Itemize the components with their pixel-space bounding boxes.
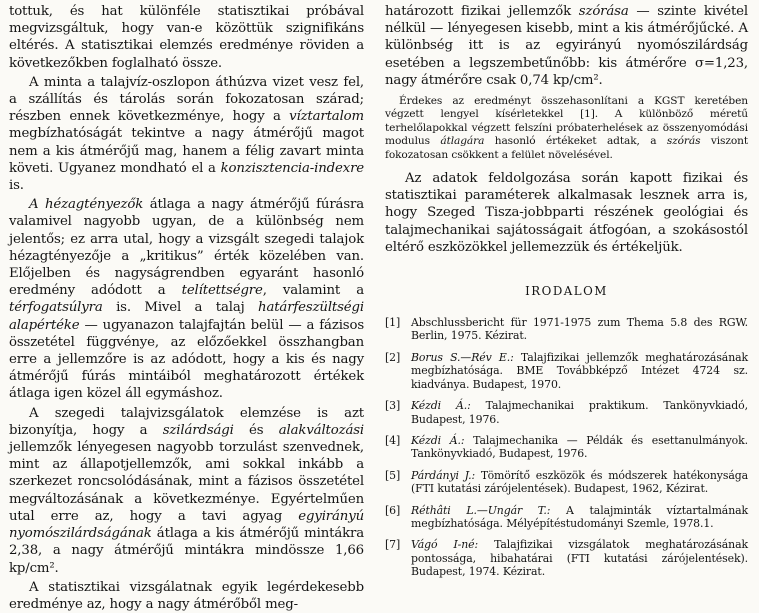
reference-author: Vágó I-né: bbox=[411, 538, 479, 552]
term-bearing-value: határfeszültségi alapértéke bbox=[9, 300, 364, 333]
term-unit-weight: térfogatsúlyra bbox=[9, 300, 103, 316]
term-water-content: víztartalom bbox=[289, 109, 364, 125]
paragraph-conclusion: Az adatok feldolgozása során kapott fizikai és statisztikai paraméterek alkalmasak lesznek arra is, hogy Szeged Tisza-jobbparti részének geológiai és talajmechanikai sajátosságait átfogóan, a szokásostól eltérő eszközökkel jellemezzük és értékeljük. bbox=[385, 171, 748, 255]
references-list bbox=[385, 316, 748, 579]
term-scatter: szórása bbox=[578, 4, 629, 19]
reference-author: Borus S.—Rév E.: bbox=[411, 350, 514, 364]
term-average: átlagára bbox=[440, 135, 485, 148]
paragraph-strength: A szegedi talajvizsgálatok elemzése is azt bizonyítja, hogy a szilárdsági és alakváltozási jellemzők lényegesen nagyobb torzulást szenvednek, mint az állapotjellemzők, ami sokkal inkább a szerkezet roncsolódásának, mint a fázisos összetétel megváltozásának a következménye. Egyértelműen utal erre az, hogy a tavi agyag egyirányú nyomószilárdságának átlaga a kis átmérőjű mintákra 2,38, a nagy átmérőjű mintákra mindössze 1,66 kp/cm². bbox=[9, 405, 365, 576]
term-consistency-index: konzisztencia-indexre bbox=[220, 160, 364, 176]
reference-author: Kézdi Á.: bbox=[411, 399, 471, 413]
term-deformation: alakváltozási bbox=[278, 422, 365, 438]
paragraph-statistical-result: A statisztikai vizsgálatnak egyik legérdekesebb eredménye az, hogy a nagy átmérőből meg- bbox=[9, 579, 364, 612]
reference-author: Párdányi J.: bbox=[411, 468, 476, 482]
note-small-print: Érdekes az eredményt összehasonlítani a KGST keretében végzett lengyel kísérletekkel [1]. A különböző méretű terhelőlapokkal végzett felszíni próbaterhelések az összenyomódási modulus átlagára hasonló értékeket adtak, a szórás viszont fokozatosan csökkent a felület növelésével. bbox=[385, 95, 748, 161]
reference-item: [2] Borus S.—Rév E.: Talajfizikai jellemzők meghatározásának megbízhatósága. BME Továbbképző Intézet 4724 sz. kiadványa. Budapest, 1970. bbox=[385, 350, 749, 391]
reference-item: [7] Vágó I-né: Talajfizikai vizsgálatok meghatározásának pontossága, hibahatárai (FTI kutatási zárójelentések). Budapest, 1974. Kézirat. bbox=[385, 538, 748, 579]
references-heading: IRODALOM bbox=[525, 284, 608, 299]
left-column bbox=[9, 3, 364, 613]
paragraph-scatter: határozott fizikai jellemzők szórása — szinte kivétel nélkül — lényegesen kisebb, mint a kis átmérőjűcké. A különbség itt is az egyirányú nyomószilárdság esetében a legszembetűnőbb: kis átmérőre σ=1,23, nagy átmérőre csak 0,74 kp/cm². bbox=[385, 4, 748, 88]
reference-item: [5] Párdányi J.: Tömörítő eszközök és módszerek hatékonysága (FTI kutatási zárójelentések). Budapest, 1962, Kézirat. bbox=[385, 468, 748, 496]
reference-author: Kézdi Á.: bbox=[411, 433, 465, 447]
paragraph-void-ratio: A hézagtényezők átlaga a nagy átmérőjű fúrásra valamivel nagyobb ugyan, de a különbség nem jelentős; ez arra utal, hogy a vizsgált szegedi talajok hézagtényezője a „kritikus” érték közelében van. Előjelben és nagyságrendben egyaránt hasonló eredmény adódott a telítettségre, valamint a térfogatsúlyra is. Mivel a talaj határfeszültségi alapértéke — ugyanazon talajfajtán belül — a fázisos összetétel függvénye, az előzőekkel összhangban erre a jellemzőre is az adódott, hogy a kis és nagy átmérőjű fúrás mintáiból meghatározott értékek átlaga igen közel áll egymáshoz. bbox=[9, 197, 364, 402]
term-scatter-note: szórás bbox=[666, 135, 701, 148]
reference-item: [4] Kézdi Á.: Talajmechanika — Példák és esettanulmányok. Tankönyvkiadó, Budapest, 1976. bbox=[385, 433, 748, 461]
term-void-ratio: A hézagtényezők bbox=[29, 197, 144, 213]
right-column bbox=[385, 3, 748, 587]
term-strength: szilárdsági bbox=[162, 422, 234, 438]
paragraph-statistical-tests: tottuk, és hat különféle statisztikai próbával megvizsgáltuk, hogy van-e közöttük szignifikáns eltérés. A statisztikai elemzés eredménye röviden a következőkben foglalható össze. bbox=[9, 4, 364, 71]
paragraph-water-content: A minta a talajvíz-oszlopon áthúzva vizet vesz fel, a szállítás és tárolás során fokozatosan szárad; részben ennek következménye, hogy a víztartalom megbízhatóságát tekintve a nagy átmérőjű magot nem a kis átmérőjű mag, hanem a félig zavart minta követi. Ugyanez mondható el a konzisztencia-indexre is. bbox=[9, 74, 364, 194]
reference-author: Réthâti L.—Ungár T.: bbox=[411, 503, 551, 517]
reference-item: [1] Abschlussbericht für 1971-1975 zum Thema 5.8 des RGW. Berlin, 1975. Kézirat. bbox=[385, 316, 748, 343]
reference-item: [6] Réthâti L.—Ungár T.: A talajminták víztartalmának megbízhatósága. Mélyépítéstudományi Szemle, 1978.1. bbox=[385, 503, 748, 530]
term-saturation: telítettségre bbox=[181, 283, 263, 299]
term-unconfined-strength: egyirányú nyomószilárdságának bbox=[9, 508, 364, 542]
reference-item: [3] Kézdi Á.: Talajmechanikai praktikum. Tankönyvkiadó, Budapest, 1976. bbox=[385, 399, 748, 426]
